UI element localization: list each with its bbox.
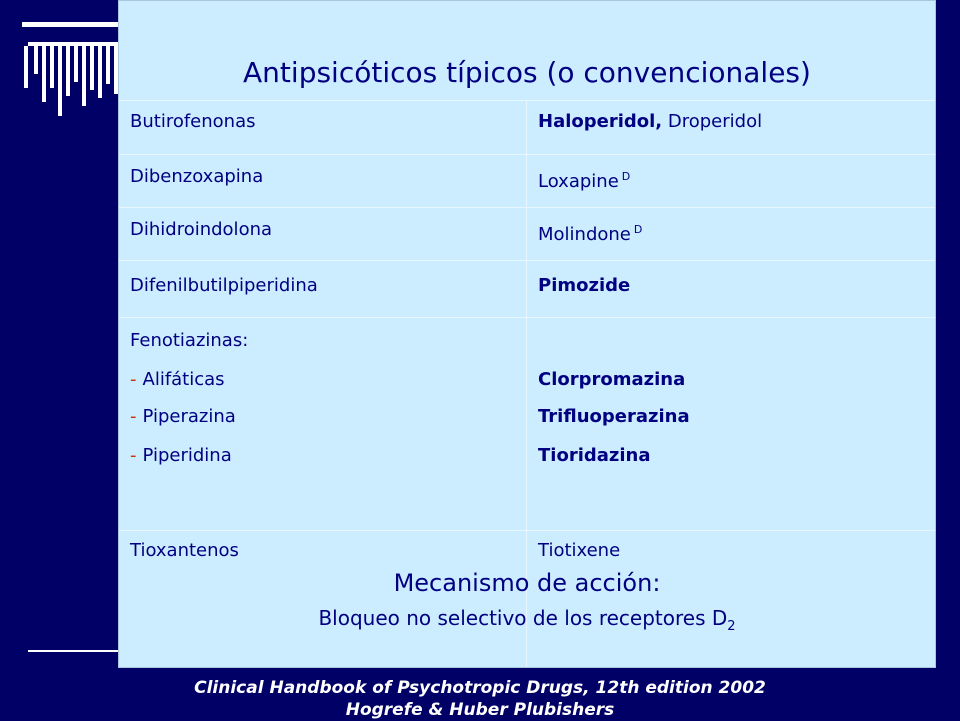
mechanism-title: Mecanismo de acción: — [393, 569, 661, 597]
subclass-label: Alifáticas — [142, 369, 225, 390]
table-cell-drug — [538, 111, 762, 133]
table-cell-class: Tioxantenos — [130, 540, 239, 561]
subclass-label: Piperidina — [142, 445, 232, 466]
table-row-divider — [118, 207, 936, 208]
mechanism-subscript: 2 — [727, 619, 736, 634]
dash-bullet: - — [130, 445, 137, 466]
drug-name-bold: Tioridazina — [538, 445, 651, 466]
table-cell-class: Difenilbutilpiperidina — [130, 275, 318, 296]
subclass-item — [130, 369, 225, 391]
table-cell-class: Dihidroindolona — [130, 219, 273, 240]
table-cell-class: Dibenzoxapina — [130, 166, 264, 187]
dash-bullet: - — [130, 406, 137, 427]
table-row-divider — [118, 100, 936, 101]
drug-name: Droperidol — [662, 111, 763, 132]
slide-title: Antipsicóticos típicos (o convencionales) — [243, 56, 811, 89]
table-row-divider — [118, 530, 936, 531]
table-cell-class: Fenotiazinas: — [130, 330, 249, 351]
table-row-divider — [118, 260, 936, 261]
subclass-label: Piperazina — [142, 406, 236, 427]
drug-name: Molindone — [538, 224, 631, 245]
table-cell-drug: Pimozide — [538, 275, 631, 296]
table-cell-drug — [538, 219, 642, 246]
table-row-divider — [118, 154, 936, 155]
drug-superscript: D — [621, 170, 631, 183]
drug-name-bold: Haloperidol, — [538, 111, 663, 132]
subclass-item — [130, 406, 236, 428]
mechanism-description: Bloqueo no selectivo de los receptores D — [318, 606, 728, 630]
table-row-divider — [118, 317, 936, 318]
table-cell-drug: Tiotixene — [538, 540, 621, 561]
subclass-item — [130, 445, 232, 467]
decorative-stripes — [22, 22, 122, 112]
mechanism-text — [118, 605, 936, 640]
drug-name: Loxapine — [538, 171, 619, 192]
source-line-1: Clinical Handbook of Psychotropic Drugs, 12th edition 2002 — [194, 678, 766, 698]
table-cell-class: Butirofenonas — [130, 111, 256, 132]
table-cell-drug — [538, 166, 630, 193]
decorative-line — [28, 650, 124, 652]
drug-superscript: D — [633, 223, 643, 236]
source-line-2: Hogrefe & Huber Plubishers — [345, 700, 615, 720]
dash-bullet: - — [130, 369, 137, 390]
drug-name-bold: Trifluoperazina — [538, 406, 690, 427]
drug-name-bold: Clorpromazina — [538, 369, 686, 390]
